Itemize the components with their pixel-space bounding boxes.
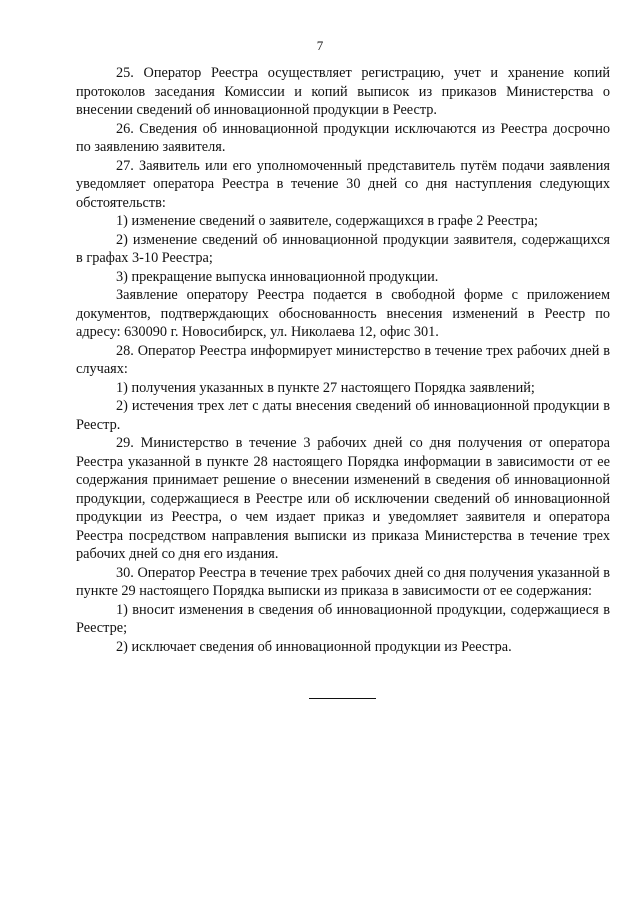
paragraph-30: 30. Оператор Реестра в течение трех рабочих дней со дня получения указанной в пункте 29 настоящего Порядка выписки из приказа в зависимости от ее содержания:	[76, 564, 610, 599]
document-body	[76, 64, 610, 656]
paragraph-27-application: Заявление оператору Реестра подается в свободной форме с приложением документов, подтверждающих обоснованность внесения изменений в Реестр по адресу: 630090 г. Новосибирск, ул. Николаева 12, офис 301.	[76, 287, 610, 340]
paragraph-30-item-2: 2) исключает сведения об инновационной продукции из Реестра.	[116, 638, 512, 655]
paragraph-27-item-2: 2) изменение сведений об инновационной продукции заявителя, содержащихся в графах 3-10 Реестра;	[76, 231, 610, 266]
paragraph-28-item-2: 2) истечения трех лет с даты внесения сведений об инновационной продукции в Реестр.	[76, 398, 610, 433]
paragraph-28-item-1: 1) получения указанных в пункте 27 настоящего Порядка заявлений;	[116, 379, 535, 396]
end-divider	[309, 698, 376, 699]
paragraph-29: 29. Министерство в течение 3 рабочих дней со дня получения от оператора Реестра указанной в пункте 28 настоящего Порядка информации в зависимости от ее содержания принимает решение о внесении изменений в сведения об инновационной продукции, содержащиеся в Реестре или об исключении сведений об инновационной продукции из Реестра, о чем издает приказ и уведомляет заявителя и оператора Реестра посредством направления выписки из приказа Министерства в течение трех рабочих дней со дня его издания.	[76, 435, 610, 562]
paragraph-27-item-3: 3) прекращение выпуска инновационной продукции.	[116, 268, 439, 285]
paragraph-27-item-1: 1) изменение сведений о заявителе, содержащихся в графе 2 Реестра;	[116, 213, 539, 229]
paragraph-25: 25. Оператор Реестра осуществляет регистрацию, учет и хранение копий протоколов заседания Комиссии и копий выписок из приказов Министерства о внесении сведений об инновационной продукции в Реестр.	[76, 65, 610, 118]
paragraph-26: 26. Сведения об инновационной продукции исключаются из Реестра досрочно по заявлению заявителя.	[76, 120, 610, 155]
paragraph-27: 27. Заявитель или его уполномоченный представитель путём подачи заявления уведомляет оператора Реестра в течение 30 дней со дня наступления следующих обстоятельств:	[76, 157, 610, 211]
paragraph-28: 28. Оператор Реестра информирует министерство в течение трех рабочих дней в случаях:	[76, 342, 610, 377]
paragraph-30-item-1: 1) вносит изменения в сведения об инновационной продукции, содержащиеся в Реестре;	[76, 601, 610, 636]
page-number: 7	[316, 38, 324, 53]
